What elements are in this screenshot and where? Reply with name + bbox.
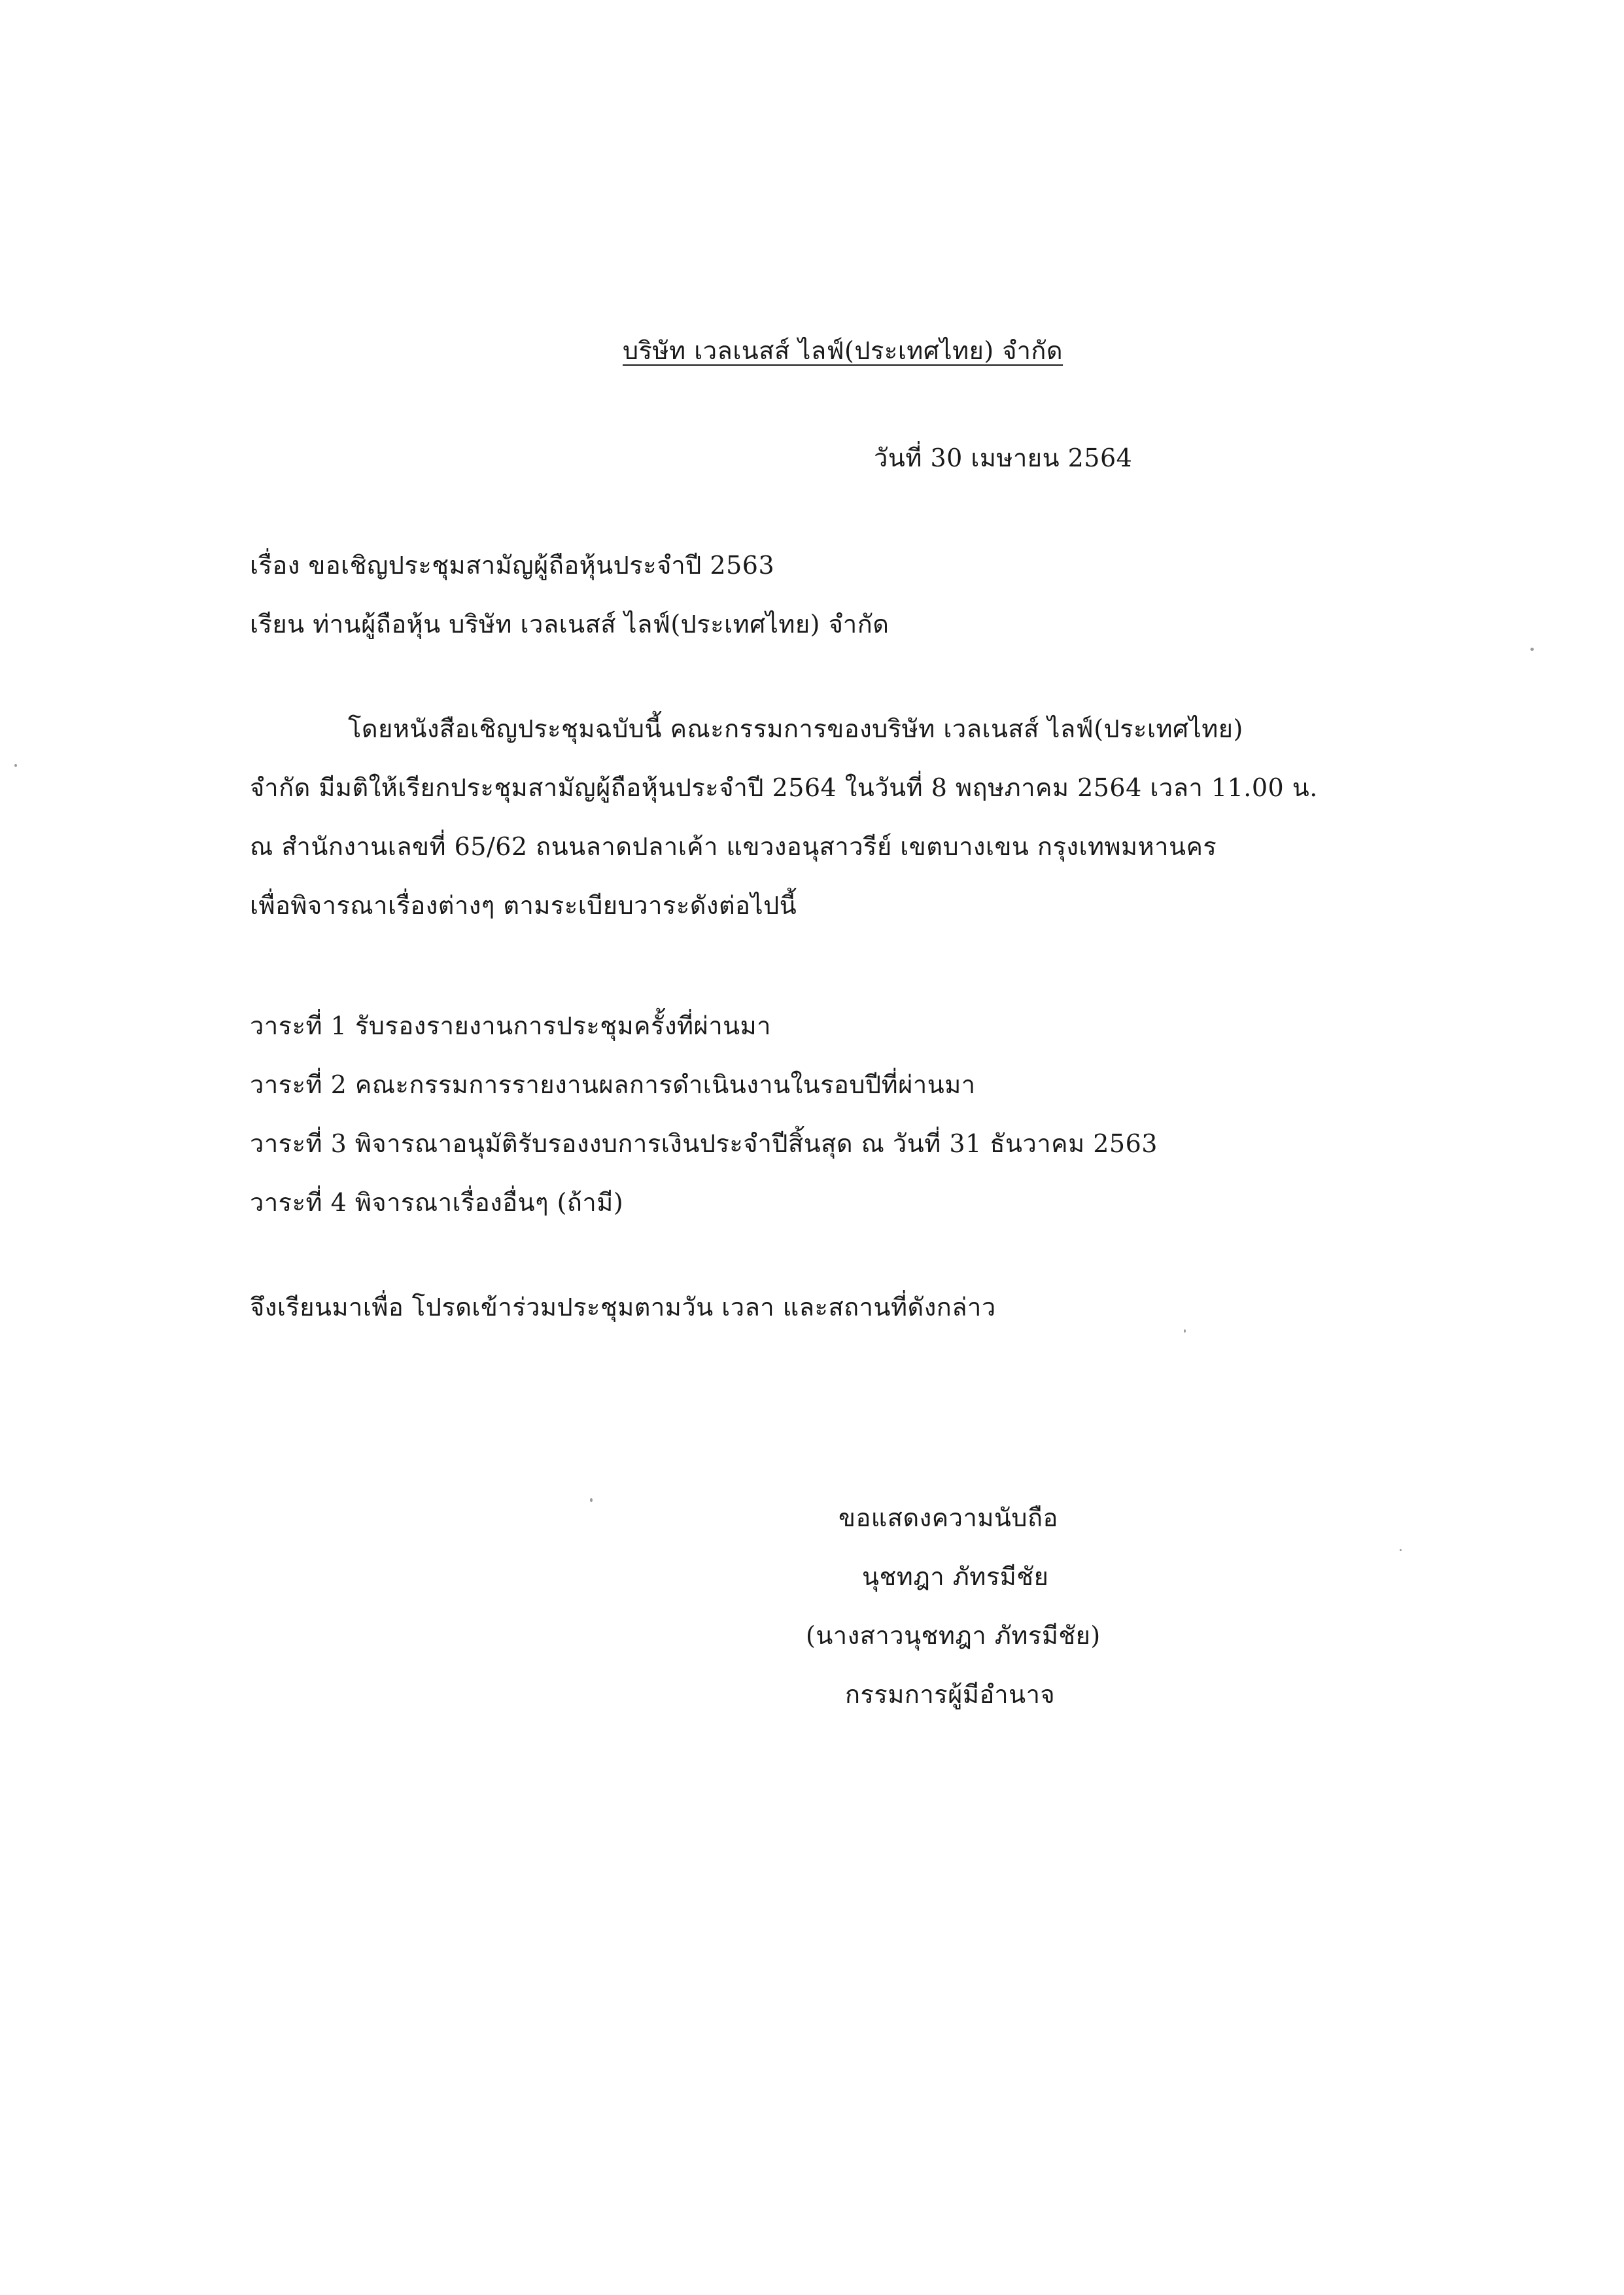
signature-regards: ขอแสดงความนับถือ xyxy=(838,1503,1058,1532)
signature-name: นุชทฎา ภัทรมีชัย xyxy=(862,1562,1049,1591)
letter-date: วันที่ 30 เมษายน 2564 xyxy=(874,444,1133,472)
agenda-item: วาระที่ 2 คณะกรรมการรายงานผลการดำเนินงานในรอบปีที่ผ่านมา xyxy=(250,1070,976,1099)
agenda-item: วาระที่ 1 รับรองรายงานการประชุมครั้งที่ผ่านมา xyxy=(250,1011,772,1040)
letter-subject: เรื่อง ขอเชิญประชุมสามัญผู้ถือหุ้นประจำปี 2563 xyxy=(250,551,775,580)
scan-speck xyxy=(590,1498,593,1502)
company-title: บริษัท เวลเนสส์ ไลฟ์(ประเทศไทย) จำกัด xyxy=(623,336,1063,365)
signature-full-name: (นางสาวนุชทฎา ภัทรมีชัย) xyxy=(806,1621,1101,1650)
scan-speck xyxy=(1184,1329,1186,1333)
closing-line: จึงเรียนมาเพื่อ โปรดเข้าร่วมประชุมตามวัน เวลา และสถานที่ดังกล่าว xyxy=(250,1293,996,1322)
body-line: ณ สำนักงานเลขที่ 65/62 ถนนลาดปลาเค้า แขวงอนุสาวรีย์ เขตบางเขน กรุงเทพมหานคร xyxy=(250,832,1217,861)
body-line: โดยหนังสือเชิญประชุมฉบับนี้ คณะกรรมการของบริษัท เวลเนสส์ ไลฟ์(ประเทศไทย) xyxy=(348,714,1243,743)
signature-position: กรรมการผู้มีอำนาจ xyxy=(845,1680,1056,1709)
body-line: เพื่อพิจารณาเรื่องต่างๆ ตามระเบียบวาระดังต่อไปนี้ xyxy=(250,891,797,920)
scan-speck xyxy=(1400,1549,1402,1551)
agenda-item: วาระที่ 3 พิจารณาอนุมัติรับรองงบการเงินประจำปีสิ้นสุด ณ วันที่ 31 ธันวาคม 2563 xyxy=(250,1129,1158,1158)
scan-speck xyxy=(14,764,17,767)
letter-recipient: เรียน ท่านผู้ถือหุ้น บริษัท เวลเนสส์ ไลฟ์(ประเทศไทย) จำกัด xyxy=(250,610,890,639)
agenda-item: วาระที่ 4 พิจารณาเรื่องอื่นๆ (ถ้ามี) xyxy=(250,1188,624,1217)
body-line: จำกัด มีมติให้เรียกประชุมสามัญผู้ถือหุ้นประจำปี 2564 ในวันที่ 8 พฤษภาคม 2564 เวลา 11.00 น. xyxy=(250,773,1318,802)
scan-speck xyxy=(1530,648,1534,651)
